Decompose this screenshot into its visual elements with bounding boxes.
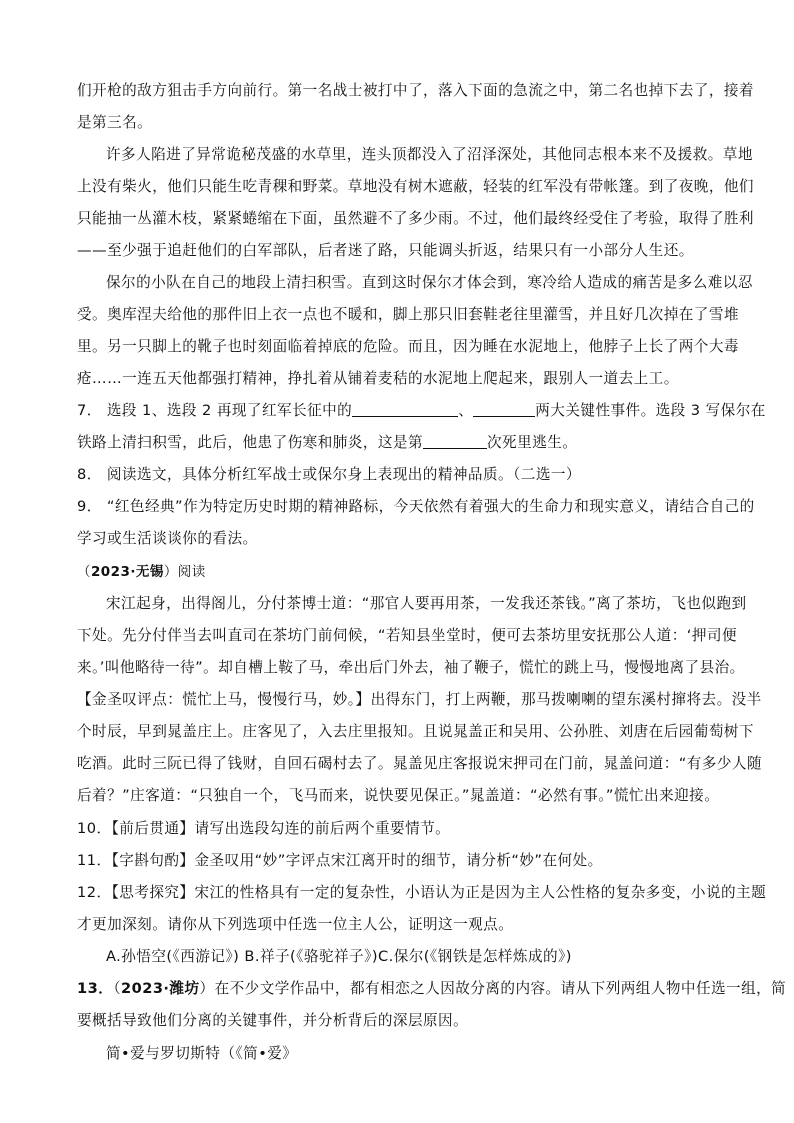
- question-12-line-2: 才更加深刻。请你从下列选项中任选一位主人公，证明这一观点。: [77, 916, 514, 933]
- source-suffix: ）: [199, 980, 215, 997]
- question-7-text: 7． 选段 1、选段 2 再现了红军长征中的: [77, 402, 353, 419]
- question-7-text: 次死里逃生。: [487, 434, 578, 451]
- question-7-separator: 、: [458, 402, 474, 419]
- question-12-options: A.孙悟空(《西游记》) B.祥子(《骆驼祥子》)C.保尔(《钢铁是怎样炼成的》): [106, 948, 572, 965]
- section-source: [77, 563, 717, 581]
- passage-line: 个时辰，早到晁盖庄上。庄客见了，入去庄里报知。且说晁盖正和吴用、公孙胜、刘唐在后园葡萄树下: [77, 723, 754, 740]
- question-7-text: 两大关键性事件。选段 3 写保尔在: [535, 402, 766, 419]
- passage-line: 下处。先分付伴当去叫直司在茶坊门前伺候，“若知县坐堂时，便可去茶坊里安抚那公人道：‘押司便: [77, 627, 737, 644]
- source-paren: （: [113, 980, 122, 997]
- question-7-text: 铁路上清扫积雪，此后，他患了伤寒和肺炎，这是第: [77, 434, 424, 451]
- question-number: 13．: [77, 980, 114, 997]
- question-13-line-2: 要概括导致他们分离的关键事件，并分析背后的深层原因。: [77, 1012, 469, 1029]
- passage-line: 宋江起身，出得阁儿，分付茶博士道：“那官人要再用茶，一发我还茶钱。”离了茶坊，飞也似跑到: [106, 595, 747, 612]
- passage-line: ——至少强于追赶他们的白军部队，后者迷了路，只能调头折返，结果只有一小部分人生还。: [77, 242, 694, 259]
- question-9-line-1: 9． “红色经典”作为特定历史时期的精神路标，今天依然有着强大的生命力和现实意义，请结合自己的: [77, 498, 755, 515]
- passage-line: 吃酒。此时三阮已得了钱财，自回石碣村去了。晁盖见庄客报说宋押司在门前，晁盖问道：“有多少人随: [77, 755, 762, 772]
- question-13-line-1: [77, 980, 787, 998]
- passage-line: 后着？”庄客道：“只独自一个，飞马而来，说快要见保正。”晁盖道：“必然有事。”慌忙出来迎接。: [77, 787, 720, 804]
- passage-line: 许多人陷进了异常诡秘茂盛的水草里，连头顶都没入了沼泽深处，其他同志根本来不及援救。草地: [106, 146, 753, 163]
- passage-line: 【金圣叹评点：慌忙上马，慢慢行马，妙。】出得东门，打上两鞭，那马拨喇喇的望东溪村撺将去。没半: [77, 691, 762, 708]
- question-10: 10．【前后贯通】请写出选段勾连的前后两个重要情节。: [77, 820, 451, 837]
- question-12-line-1: 12．【思考探究】宋江的性格具有一定的复杂性，小语认为正是因为主人公性格的复杂多变，小说的主题: [77, 884, 767, 901]
- answer-blank[interactable]: [423, 434, 487, 449]
- source-paren: （: [77, 564, 91, 580]
- passage-line: 上没有柴火，他们只能生吃青稞和野菜。草地没有树木遮蔽，轻装的红军没有带帐篷。到了夜晚，他们: [77, 178, 754, 195]
- question-13-option: 简•爱与罗切斯特（《简•爱》: [106, 1045, 298, 1062]
- passage-line: 里。另一只脚上的靴子也时刻面临着掉底的危险。而且，因为睡在水泥地上，他脖子上长了两个大毒: [77, 338, 739, 355]
- answer-blank[interactable]: [352, 402, 458, 417]
- passage-line: 是第三名。: [77, 114, 153, 131]
- question-7-line-2: [77, 434, 717, 452]
- passage-line: 只能抽一丛灌木枝，紧紧蜷缩在下面，虽然避不了多少雨。不过，他们最终经受住了考验，取得了胜利: [77, 210, 754, 227]
- source-label: 2023·潍坊: [121, 980, 200, 997]
- source-suffix: ）阅读: [163, 564, 206, 580]
- question-9-line-2: 学习或生活谈谈你的看法。: [77, 530, 258, 547]
- question-11: 11．【字斟句酌】金圣叹用“妙”字评点宋江离开时的细节，请分析“妙”在何处。: [77, 852, 603, 869]
- passage-line: 疮……一连五天他都强打精神，挣扎着从铺着麦秸的水泥地上爬起来，跟别人一道去上工。: [77, 370, 679, 387]
- question-8: 8． 阅读选文，具体分析红军战士或保尔身上表现出的精神品质。（二选一）: [77, 466, 581, 483]
- passage-line: 受。奥库涅夫给他的那件旧上衣一点也不暖和，脚上那只旧套鞋老往里灌雪，并且好几次掉在了雪堆: [77, 306, 739, 323]
- answer-blank[interactable]: [473, 402, 535, 417]
- passage-line: 来。’叫他略待一待”。却自槽上鞍了马，牵出后门外去，袖了鞭子，慌忙的跳上马，慢慢地离了县治。: [77, 659, 745, 676]
- passage-line: 保尔的小队在自己的地段上清扫积雪。直到这时保尔才体会到，寒冷给人造成的痛苦是多么难以忍: [106, 274, 753, 291]
- question-13-text: 在不少文学作品中，都有相恋之人因故分离的内容。请从下列两组人物中任选一组，简: [214, 980, 787, 997]
- question-7-line-1: [77, 402, 766, 420]
- passage-line: 们开枪的敌方狙击手方向前行。第一名战士被打中了，落入下面的急流之中，第二名也掉下去了，接着: [77, 82, 754, 99]
- source-label: 2023·无锡: [90, 564, 164, 580]
